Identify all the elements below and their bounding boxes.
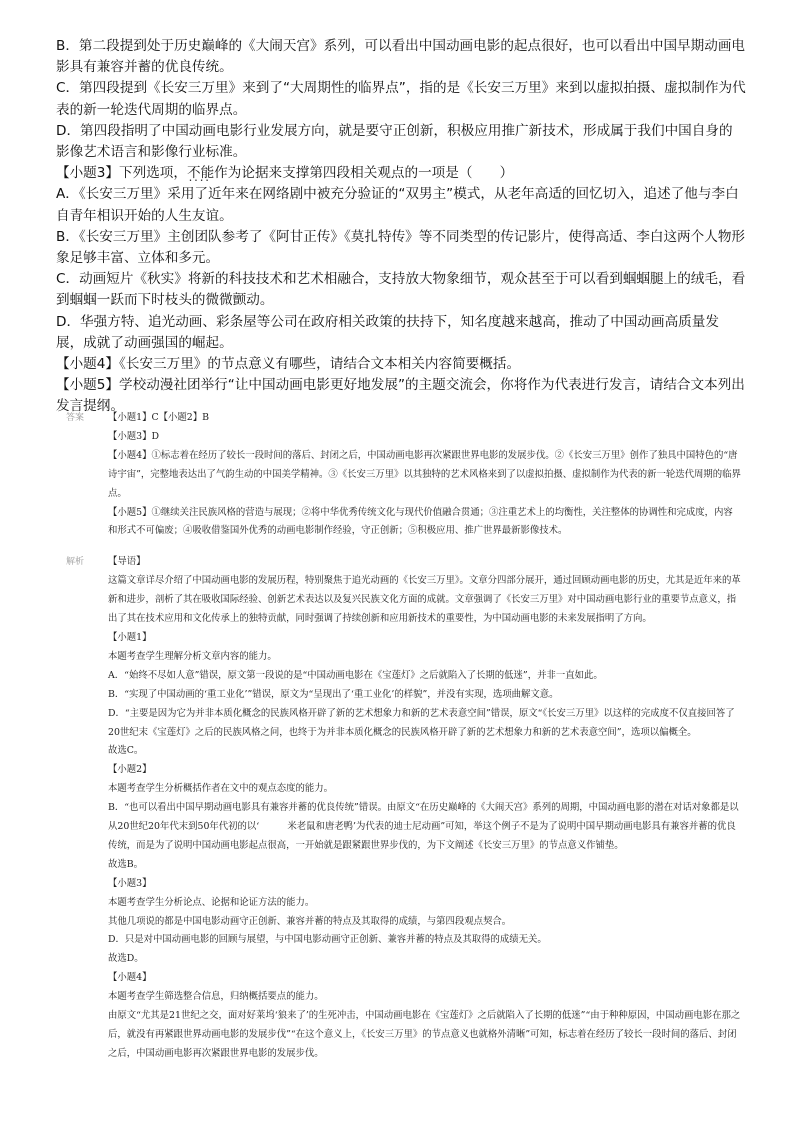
analysis-q2-title: 【小题2】 (108, 764, 152, 776)
answer-analysis-section (66, 409, 742, 1064)
question-5: 【小题5】学校动漫社团举行“让中国动画电影更好地发展”的主题交流会，你将作为代表进行发言，请结合文本列出发言提纲。 (56, 377, 745, 415)
analysis-q4-intro: 本题考查学生筛选整合信息，归纳概括要点的能力。 (108, 991, 324, 1003)
analysis-q1-title: 【小题1】 (108, 631, 152, 643)
analysis-q1-a: A．“始终不尽如人意”错误，原文第一段说的是“中国动画电影在《宝莲灯》之后就陷入了长期的低迷”，并非一直如此。 (108, 669, 603, 681)
question-3-option-b: B．《长安三万里》主创团队参考了《阿甘正传》《莫扎特传》等不同类型的传记影片，使得高适、李白这两个人物形象足够丰富、立体和多元。 (56, 228, 746, 267)
answer-4: 【小题4】①标志着在经历了较长一段时间的落后、封闭之后，中国动画电影再次紧跟世界电影的发展步伐。②《长安三万里》创作了独具中国特色的“唐诗宇宙”，完整地表达出了气韵生动的中国美学精神。③《长安三万里》以其独特的艺术风格来到了以虚拟拍摄、虚拟制作为代表的新一轮迭代周期的临界点。 (108, 449, 741, 499)
analysis-q3-d: D．只是对中国动画电影的回顾与展望，与中国电影动画守正创新、兼容并蓄的特点及其取得的成绩无关。 (108, 934, 547, 946)
question-section (56, 36, 746, 418)
question-3-suffix: 论据来支撑第四段相关观点的一项是（ ） (241, 165, 514, 182)
analysis-q2-b: B．“也可以看出中国早期动画电影具有兼容并蓄的优良传统”错误。由原文“在历史巅峰的《大闹天宫》系列的周期，中国动画电影的潜在对话对象都是以从20世纪20年代末到50年代初的以‘ 米老鼠和唐老鸭’为代表的迪士尼动画”可知，举这个例子不是为了说明中国早期动画电影具有兼容并蓄的优良传统，而是为了说明中国动画电影起点很高，一开始就是跟紧跟世界步伐的，为下文阐述《长安三万里》的节点意义作铺垫。 (108, 802, 739, 851)
option-c: C．第四段提到《长安三万里》来到了“大周期性的临界点”，指的是《长安三万里》来到以虚拟拍摄、虚拟制作为代表的新一轮迭代周期的临界点。 (56, 80, 746, 118)
answer-3: 【小题3】D (108, 430, 159, 442)
question-3-option-c: C．动画短片《秋实》将新的科技技术和艺术相融合，支持放大物象细节，观众甚至于可以看到蝈蝈腿上的绒毛，看到蝈蝈一跃而下时枝头的微微颤动。 (56, 271, 746, 309)
analysis-q3-title: 【小题3】 (108, 877, 152, 889)
answer-label: 答案 (66, 413, 85, 423)
analysis-q3-intro: 本题考查学生分析论点、论据和论证方法的能力。 (108, 896, 315, 908)
guide-text: 这篇文章详尽介绍了中国动画电影的发展历程，特别聚焦于追光动画的《长安三万里》。文章分四部分展开，通过回顾动画电影的历史，尤其是近年来的革新和进步，剖析了其在吸收国际经验、创新艺术表达以及复兴民族文化方面的成就。文章强调了《长安三万里》对中国动画电影行业的重要节点意义，指出了其在技术应用和文化传承上的独特贡献，同时强调了持续创新和应用新技术的重要性，为中国动画电影的未来发展指明了方向。 (108, 575, 741, 625)
option-b: B．第二段提到处于历史巅峰的《大闹天宫》系列，可以看出中国动画电影的起点很好，也可以看出中国早期动画电影具有兼容并蓄的优良传统。 (56, 38, 746, 76)
analysis-q3-answer: 故选D。 (108, 953, 144, 965)
guide-title: 【导语】 (108, 556, 146, 568)
analysis-q1-intro: 本题考查学生理解分析文章内容的能力。 (108, 650, 277, 662)
analysis-q3-p1: 其他几项说的都是中国电影动画守正创新、兼容并蓄的特点及其取得的成绩，与第四段观点契合。 (108, 915, 512, 927)
answer-block (66, 409, 742, 541)
analysis-q4-p1: 由原文“尤其是21世纪之交，面对好莱坞‘狼来了’的生死冲击，中国动画电影在《宝莲灯》之后就陷入了长期的低迷”“由于种种原因，中国动画电影在那之后，就没有再紧跟世界动画电影的发展步伐”“在这个意义上，《长安三万里》的节点意义也就格外清晰”可知，标志着在经历了较长一段时间的落后、封闭之后，中国动画电影再次紧跟世界电影的发展步伐。 (108, 1010, 741, 1059)
question-3-emphasis: 不能作为 • • • • (187, 163, 241, 184)
question-3-option-d: D．华强方特、追光动画、彩条屋等公司在政府相关政策的扶持下，知名度越来越高，推动了中国动画高质量发展，成就了动画强国的崛起。 (56, 313, 719, 351)
answer-5: 【小题5】①继续关注民族风格的营造与展现；②将中华优秀传统文化与现代价值融合贯通；③注重艺术上的均衡性，关注整体的协调性和完成度，内容和形式不可偏废；④吸收借鉴国外优秀的动画电影制作经验，守正创新；⑤积极应用、推广世界最新影像技术。 (108, 506, 733, 537)
answer-1-2: 【小题1】C【小题2】B (108, 412, 209, 423)
question-3-stem (56, 163, 746, 184)
analysis-q4-title: 【小题4】 (108, 972, 152, 984)
analysis-block (66, 553, 742, 1063)
analysis-q2-answer: 故选B。 (108, 858, 144, 870)
question-4: 【小题4】《长安三万里》的节点意义有哪些，请结合文本相关内容简要概括。 (56, 356, 521, 373)
analysis-label: 解析 (66, 557, 85, 568)
question-3-option-a: A．《长安三万里》采用了近年来在网络剧中被充分验证的“双男主”模式，从老年高适的回忆切入，追述了他与李白自青年相识开始的人生友谊。 (56, 186, 739, 224)
analysis-q1-answer: 故选C。 (108, 745, 144, 757)
analysis-q1-b: B．“实现了中国动画的‘重工业化’”错误，原文为“呈现出了‘重工业化’的样貌”，并没有实现，选项曲解文意。 (108, 688, 559, 700)
analysis-q1-d: D．“主要是因为它为并非本质化概念的民族风格开辟了新的艺术想象力和新的艺术表意空间”错误，原文“《长安三万里》以这样的完成度不仅直接回答了20世纪末《宝莲灯》之后的民族风格之问，也终于为并非本质化概念的民族风格开辟了新的艺术想象力和新的艺术表意空间”，选项以偏概全。 (108, 707, 735, 738)
option-d: D．第四段指明了中国动画电影行业发展方向，就是要守正创新，积极应用推广新技术，形成属于我们中国自身的影像艺术语言和影像行业标准。 (56, 122, 733, 161)
analysis-q2-intro: 本题考查学生分析概括作者在文中的观点态度的能力。 (108, 783, 334, 795)
question-3-prefix: 【小题3】下列选项， (56, 165, 187, 182)
